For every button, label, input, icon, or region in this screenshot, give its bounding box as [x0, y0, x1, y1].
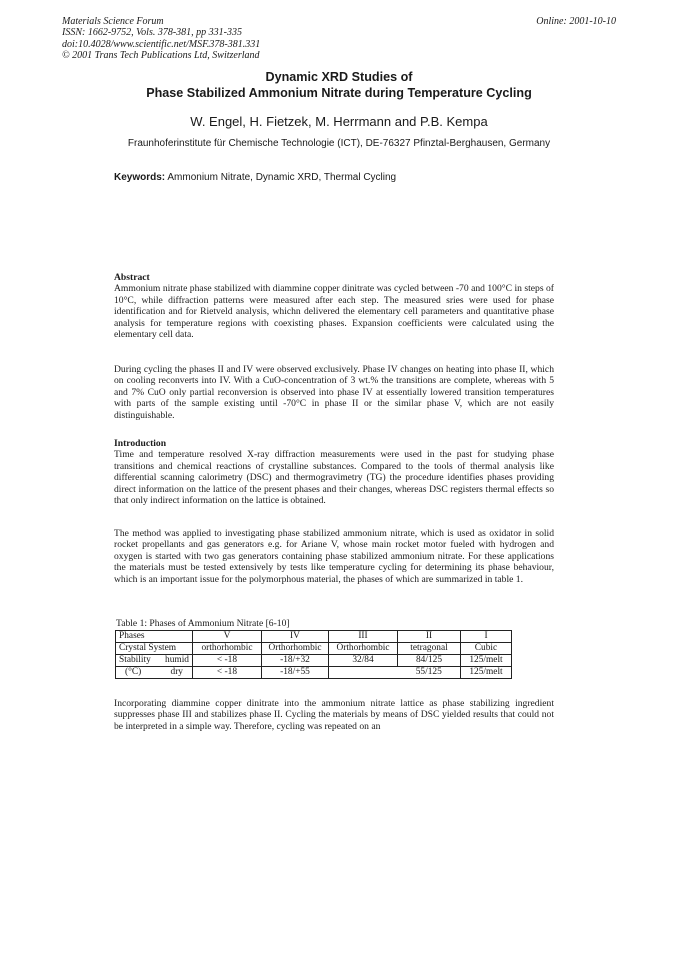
table-cell: < -18 [193, 667, 262, 679]
table-cell: tetragonal [398, 643, 461, 655]
table-cell: -18/+55 [262, 667, 329, 679]
table-header-cell: I [461, 631, 512, 643]
keywords-label: Keywords: [114, 172, 166, 183]
table-cell: orthorhombic [193, 643, 262, 655]
table-row-humid [116, 655, 512, 667]
journal-name: Materials Science Forum [62, 16, 164, 27]
keywords [114, 172, 564, 183]
table-caption: Table 1: Phases of Ammonium Nitrate [6-10] [116, 618, 290, 629]
introduction-paragraph-2: The method was applied to investigating phase stabilized ammonium nitrate, which is used as oxidator in solid rocket propellants and gas generators e.g. for Ariane V, whose main rocket motor fueled with hydrogen and oxygen is started with two gas generators containing phase stabilized ammonium nitrate. For these applications the materials must be tested extensively by tests like temperature cycling for determining its phase behaviour, which is an important issue for the polymorphous material, the phases of which are summarized in table 1. [114, 528, 554, 585]
table-cell: 32/84 [329, 655, 398, 667]
abstract-paragraph-1: Ammonium nitrate phase stabilized with diammine copper dinitrate was cycled between -70 and 100°C in steps of 10°C, while diffraction patterns were measured after each step. The measured sries were used for phase identification and for Rietveld analysis, whichn delivered the elementary cell parameters and quantitative phase analysis for temperature regions with coexisting phases. Expansion coefficients were calculated using the elementary cell data. [114, 283, 554, 341]
introduction-section [114, 438, 554, 506]
table-cell: 125/melt [461, 667, 512, 679]
introduction-paragraph-3: Incorporating diammine copper dinitrate into the ammonium nitrate lattice as phase stabilizing ingredient suppresses phase III and stabilizes phase II. Cycling the materials by means of DSC yielded results that could not be interpreted in a simple way. Therefore, cycling was repeated on an [114, 698, 554, 732]
abstract-section [114, 272, 554, 340]
table-cell: 125/melt [461, 655, 512, 667]
table-header-cell: III [329, 631, 398, 643]
introduction-paragraph-1: Time and temperature resolved X-ray diffraction measurements were used in the past for studying phase transitions and chemical reactions of crystalline substances. Compared to the tools of thermal analysis like differential scanning calorimetry (DSC) and thermogravimetry (TG) the procedure identifies phases providing direct information on the lattice of the present phases and their changes, whereas DSC registers thermal effects so that only indirect information on the lattice is obtained. [114, 449, 554, 507]
title-line-2: Phase Stabilized Ammonium Nitrate during Temperature Cycling [146, 85, 532, 100]
online-date: Online: 2001-10-10 [536, 16, 616, 27]
table-header-cell: II [398, 631, 461, 643]
table-cell: < -18 [193, 655, 262, 667]
table-cell: 55/125 [398, 667, 461, 679]
table-header-cell: V [193, 631, 262, 643]
table-cell [329, 667, 398, 679]
table-row-crystal-system [116, 643, 512, 655]
doi-line[interactable]: doi:10.4028/www.scientific.net/MSF.378-381.331 [62, 38, 261, 50]
table-header-row [116, 631, 512, 643]
keywords-text: Ammonium Nitrate, Dynamic XRD, Thermal Cycling [167, 172, 397, 183]
table-cell: 84/125 [398, 655, 461, 667]
table-cell: -18/+32 [262, 655, 329, 667]
table-cell: Orthorhombic [262, 643, 329, 655]
authors: W. Engel, H. Fietzek, M. Herrmann and P.B. Kempa [190, 114, 488, 129]
introduction-heading: Introduction [114, 438, 167, 449]
table-row-dry [116, 667, 512, 679]
issn-line: ISSN: 1662-9752, Vols. 378-381, pp 331-335 [62, 27, 242, 39]
title-line-1: Dynamic XRD Studies of [265, 70, 413, 84]
table-cell [116, 667, 193, 679]
table-cell: Cubic [461, 643, 512, 655]
stability-label: Stability [119, 655, 151, 665]
abstract-paragraph-2: During cycling the phases II and IV were observed exclusively. Phase IV changes on heating into phase II, which on cooling reconverts into IV. With a CuO-concentration of 3 wt.% the transitions are complete, whereas with 5 and 7% CuO only partial reconversion is observed into phase IV at essentially lowered transition temperatures with parts of the sample existing until -70°C in phase II or the similar phase V, which are not easily distinguishable. [114, 364, 554, 421]
table-header-cell: IV [262, 631, 329, 643]
affiliation: Fraunhoferinstitute für Chemische Technologie (ICT), DE-76327 Pfinztal-Berghausen, Germany [127, 138, 551, 149]
journal-header [62, 16, 422, 62]
table-cell: Orthorhombic [329, 643, 398, 655]
unit-label: (°C) [125, 667, 142, 677]
paper-title [62, 70, 616, 101]
abstract-heading: Abstract [114, 272, 150, 283]
copyright-line: © 2001 Trans Tech Publications Ltd, Switzerland [62, 50, 260, 62]
table-cell: Crystal System [116, 643, 193, 655]
table-header-cell: Phases [116, 631, 193, 643]
table-cell [116, 655, 193, 667]
humid-label: humid [165, 655, 189, 665]
phases-table [115, 630, 512, 679]
dry-label: dry [170, 667, 183, 677]
